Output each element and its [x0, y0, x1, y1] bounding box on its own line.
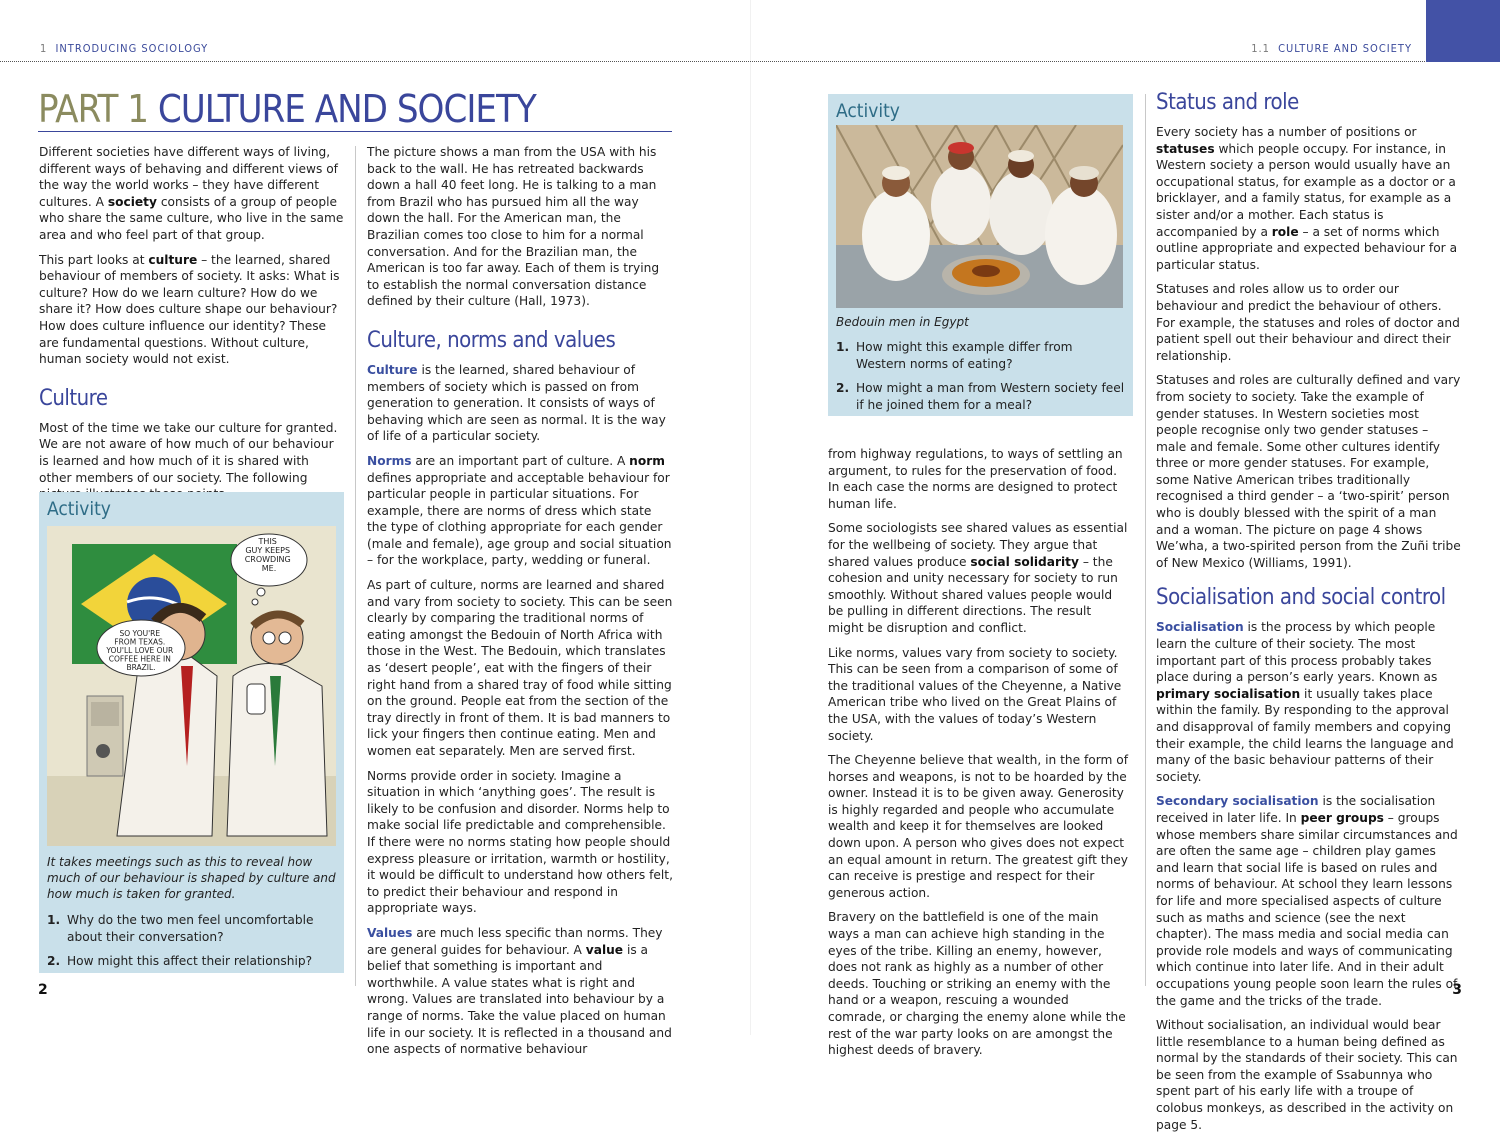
cartoon-illustration [47, 526, 336, 846]
chapter-number: 1 [40, 42, 48, 55]
column-divider [1145, 94, 1146, 986]
culture-paragraph: Most of the time we take our culture for granted. We are not aware of how much of our behaviour is learned and how much of it is shared with other members of our society. The following [39, 420, 338, 485]
paragraph-hall: The picture shows a man from the USA with his back to the wall. He has retreated backwards down a hall 40 feet long. He is talking to a man from Brazil who has pursued him all the way down the hall. For the American man, the Brazilian comes too close to him for a normal conversation. And for the Brazilian man, the American is too far away. Each of them is trying to establish the normal conversation distance defined by their culture (Hall, 1973). [367, 145, 660, 309]
heading-status-role: Status and role [1156, 90, 1299, 115]
activity-box-cartoon [39, 492, 344, 973]
keyword-culture: Culture [367, 362, 418, 377]
column-divider [355, 146, 356, 986]
intro-paragraph-1: Different societies have different ways of living, different ways of behaving and different views of the way the world works – they have different cultures. A society consists of a group of people who share the same culture, who live in the same area and who feel part of that group. [39, 145, 344, 242]
heading-socialisation: Socialisation and social control [1156, 585, 1446, 611]
photo-caption: Bedouin men in Egypt [836, 315, 969, 329]
question-item: 1. How might this example differ from Western norms of eating? [836, 340, 1073, 371]
activity-box-photo [828, 94, 1133, 416]
paragraph-statuses: Every society has a number of positions or statuses which people occupy. For instance, in Western society a person would usually have an occupational status, for example as a doctor or a bricklayer, and a family status, for example as a sister and/or a mother. Each status is accompanied by a role – a set of norms which outline appropriate and expected behaviour for a particular status. [1156, 125, 1458, 272]
section-number: 1.1 [1251, 42, 1270, 55]
keyword-norms: Norms [367, 453, 412, 468]
paragraph-bedouin: As part of culture, norms are learned and shared and vary from society to society. This can be seen clearly by comparing the traditional norms of eating amongst the Bedouin of North Africa with those in the West. The Bedouin, which translates as ‘desert people’, eat with the fingers of their right hand from a shared tray of food while sitting on the ground. People eat from the section of the tray directly in front of them. It is bad manners to lick your fingers then continue eating. Men and women eat separately. Men are served first. [367, 578, 673, 758]
question-item: 2. How might a man from Western society feel if he joined them for a meal? [836, 381, 1125, 412]
title-rule [38, 131, 672, 132]
speech-bubble-text: SO YOU'RE FROM TEXAS. YOU'LL LOVE OUR COFFEE HERE IN BRAZIL. [106, 629, 174, 672]
bedouin-photo [836, 125, 1123, 308]
paragraph-secondary-socialisation: Secondary socialisation is the socialisation received in later life. In peer groups – groups whose members share similar circumstances and are often the same age – children play games and learn that social life is based on rules and norms of behaviour. At school they learn lessons for life and more specialised aspects of culture such as maths and science (see the next chapter). The mass media and social media can provide role models and ways of communicating which continue into later life. And in their adult occupations young people soon learn the rules of the game and the tricks of the trade. [1156, 794, 1458, 1008]
keyword-social-solidarity: social solidarity [970, 554, 1079, 569]
keyword-secondary-socialisation: Secondary socialisation [1156, 794, 1319, 809]
paragraph-gender-statuses: Statuses and roles are culturally defined and vary from society to society. Take the example of gender statuses. In Western societies most people recognise only two gender statuses – male and female. Some other cultures identify three or more gender statuses. For example, some Native American tribes traditionally recognised a third gender – a ‘two-spirit’ person who is doubly blessed with the spirit of a man and a woman. The picture on page 4 shows We’wha, a two-spirited person from the Zuñi tribe of New Mexico (Williams, 1991). [1156, 373, 1461, 570]
chapter-title: INTRODUCING SOCIOLOGY [55, 42, 209, 55]
column-1 [39, 144, 345, 511]
paragraph-order: Norms provide order in society. Imagine a situation in which ‘anything goes’. The result is likely to be confusion and disorder. Norms help to make social life predictable and comprehensible. If there were no norms stating how people should express pleasure or irritation, warmth or hostility, it would be difficult to understand how others felt, to predict their behaviour and respond in appropriate ways. [367, 768, 673, 916]
paragraph-primary-socialisation: Socialisation is the process by which people learn the culture of their society. The most important part of this process probably takes place during a person’s early years. Known as primary socialisation it usually takes place within the family. By responding to the approval and disapproval of family members and copying their example, the child learns the language and many of the basic behaviour patterns of their society. [1156, 620, 1454, 784]
activity-questions [47, 912, 337, 978]
bedouin-photo-drawing [836, 125, 1123, 308]
column-3 [828, 446, 1130, 1067]
intro-paragraph-2: This part looks at culture – the learned, shared behaviour of members of society. It asks: What is culture? How do we learn culture? How do we share it? How does culture shape our behaviour? How does culture influence our identity? These are fundamental questions. Without culture, human society would not exist. [39, 252, 340, 367]
paragraph-norms: Norms are an important part of culture. A norm defines appropriate and acceptable behaviour for particular people in particular situations. For example, there are norms of dress which state the type of clothing appropriate for each gender (male and female), age group and social situation – for the workplace, party, wedding or funeral. [367, 453, 672, 568]
thought-bubble-text: THIS GUY KEEPS CROWDING ME. [244, 537, 291, 573]
keyword-values: Values [367, 925, 413, 940]
part-label: PART 1 [38, 87, 149, 131]
spread-gutter [750, 0, 751, 1035]
page-number-right: 3 [1452, 982, 1462, 998]
activity-questions [836, 339, 1126, 421]
corner-color-tab [1426, 0, 1500, 62]
paragraph-cheyenne-wealth: The Cheyenne believe that wealth, in the form of horses and weapons, is not to be hoarded by the owner. Instead it is to be given away. Generosity is highly regarded and people who accumulate wealth and keep it for themselves are looked down upon. A person who gives does not expect an equal amount in return. The greatest gift they can receive is prestige and respect for their generous action. [828, 753, 1128, 900]
paragraph-values: Values are much less specific than norms. They are general guides for behaviour. A value is a belief that something is important and worthwhile. A value states what is right and wrong. Values are translated into behaviour by a range of norms. Take the value placed on human life in our society. It is reflected in a thousand and one aspects of normative behaviour [367, 925, 672, 1057]
activity-caption: It takes meetings such as this to reveal how much of our behaviour is shaped by culture and how much is taken for granted. [47, 855, 336, 901]
question-item: 1. Why do the two men feel uncomfortable about their conversation? [47, 913, 314, 944]
keyword-society: society [107, 194, 157, 209]
paragraph-highway: from highway regulations, to ways of settling an argument, to rules for the preservation of food. In each case the norms are designed to protect human life. [828, 447, 1123, 511]
activity-title: Activity [47, 498, 111, 520]
question-item: 2. How might this affect their relationship? [47, 954, 313, 969]
paragraph-shared-values: Some sociologists see shared values as essential for the wellbeing of society. They argue that shared values produce social solidarity – the cohesion and unity necessary for society to run smoothly. Without shared values people would be pulling in different directions. The result might be disruption and conflict. [828, 521, 1128, 635]
column-4 [1156, 90, 1462, 1141]
paragraph-culture-def: Culture is the learned, shared behaviour of members of society which is passed on from generation to generation. It consists of ways of behaving which are seen as normal. It is the way of life of a particular society. [367, 362, 666, 444]
running-head-right [1251, 42, 1412, 55]
cartoon-drawing [47, 526, 336, 846]
paragraph-cheyenne-intro: Like norms, values vary from society to society. This can be seen from a comparison of some of the traditional values of the Cheyenne, a Native American tribe who lived on the Great Plains of the USA, with the values of today’s Western society. [828, 645, 1122, 743]
heading-culture-norms-values: Culture, norms and values [367, 327, 616, 353]
part-title [38, 88, 536, 130]
activity-title: Activity [836, 100, 900, 122]
paragraph-order-behaviour: Statuses and roles allow us to order our behaviour and predict the behaviour of others. For example, the statuses and roles of doctor and patient spell out their behaviour and direct their relationship. [1156, 282, 1460, 363]
running-head-left [40, 42, 208, 55]
part-heading: CULTURE AND SOCIETY [157, 87, 536, 131]
keyword-culture: culture [148, 252, 198, 267]
paragraph-bravery: Bravery on the battlefield is one of the main ways a man can achieve high standing in the eyes of the tribe. Killing an enemy, however, does not rank as highly as a number of other deeds. Touching or striking an enemy with the hand or a weapon, rescuing a wounded comrade, or charging the enemy alone while the rest of the war party looks on are amongst the highest deeds of bravery. [828, 910, 1126, 1058]
heading-culture: Culture [39, 385, 108, 411]
header-rule [0, 61, 1427, 62]
page-number-left: 2 [38, 982, 48, 998]
column-2 [367, 144, 673, 1066]
keyword-socialisation: Socialisation [1156, 620, 1244, 635]
paragraph-without-socialisation: Without socialisation, an individual would bear little resemblance to a human being defined as normal by the standards of their society. This can be seen from the example of Ssabunnya who spent part of his early life with a troupe of colobus monkeys, as described in the activity on page 5. [1156, 1018, 1458, 1132]
section-title: CULTURE AND SOCIETY [1278, 42, 1412, 55]
